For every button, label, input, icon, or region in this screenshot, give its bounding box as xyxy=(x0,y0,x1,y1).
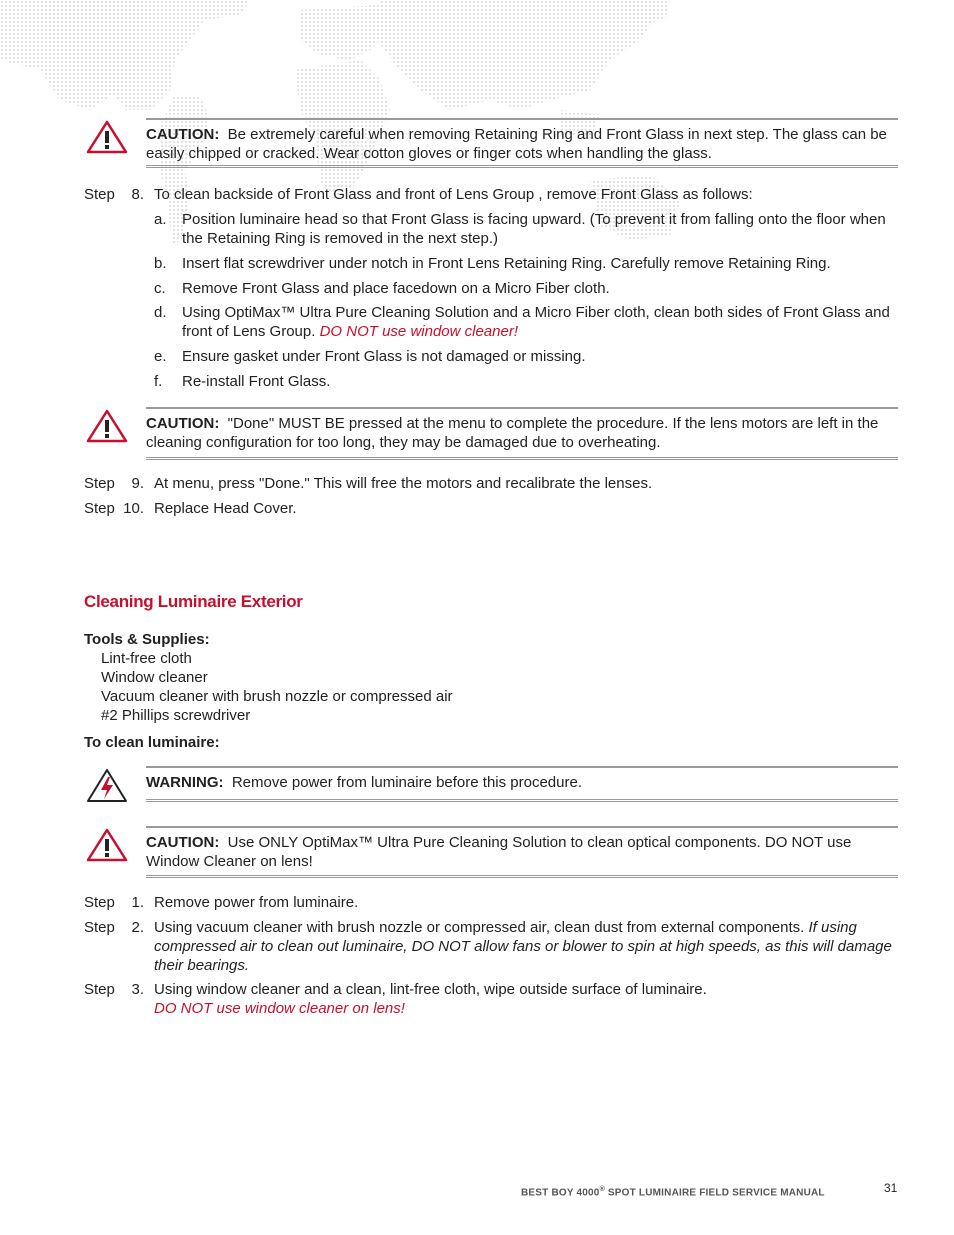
top-rule xyxy=(146,118,898,120)
tool-item: #2 Phillips screwdriver xyxy=(101,707,251,724)
step-text: Remove power from luminaire. xyxy=(154,894,359,911)
caution-notice-done xyxy=(84,407,898,460)
step-label: Step xyxy=(84,981,115,998)
top-rule xyxy=(146,826,898,828)
top-rule xyxy=(146,407,898,409)
step-number: 1. xyxy=(131,894,144,911)
electrical-hazard-icon xyxy=(86,768,128,804)
substep-text: Position luminaire head so that Front Glass is facing upward. (To prevent it from falling onto the floor when the Retaining Ring is removed in the next step.) xyxy=(182,211,886,247)
step-label: Step xyxy=(84,186,115,203)
tool-item: Vacuum cleaner with brush nozzle or compressed air xyxy=(101,688,453,705)
warning-emphasis: DO NOT use window cleaner on lens! xyxy=(154,1000,405,1017)
substep-letter: a. xyxy=(154,211,167,228)
page-number: 31 xyxy=(884,1181,898,1195)
caution-text: "Done" MUST BE pressed at the menu to complete the procedure. If the lens motors are left in the cleaning configuration for too long, they may be damaged due to overheating. xyxy=(146,415,879,451)
bottom-rule xyxy=(146,875,898,878)
caution-icon xyxy=(86,828,128,862)
step-text: At menu, press "Done." This will free the motors and recalibrate the lenses. xyxy=(154,475,653,492)
step-number: 9. xyxy=(131,475,144,492)
bottom-rule xyxy=(146,457,898,460)
substep-text: Remove Front Glass and place facedown on a Micro Fiber cloth. xyxy=(182,280,610,297)
footer-title-b: SPOT LUMINAIRE FIELD SERVICE MANUAL xyxy=(604,1187,825,1199)
substep-letter: e. xyxy=(154,348,167,365)
substep-text: Using OptiMax™ Ultra Pure Cleaning Solution and a Micro Fiber cloth, clean both sides of Front Glass and front of Lens Group. xyxy=(182,304,890,340)
substep-text: Insert flat screwdriver under notch in Front Lens Retaining Ring. Carefully remove Retaining Ring. xyxy=(182,255,831,272)
tool-item: Lint-free cloth xyxy=(101,650,192,667)
caution-notice-retaining-ring xyxy=(84,118,898,164)
substep-letter: b. xyxy=(154,255,167,272)
step-text: To clean backside of Front Glass and front of Lens Group , remove Front Glass as follows: xyxy=(154,186,753,203)
warning-emphasis: DO NOT use window cleaner! xyxy=(319,323,518,340)
step-number: 10. xyxy=(123,500,144,517)
top-rule xyxy=(146,766,898,768)
warning-label: WARNING: xyxy=(146,774,224,791)
substep-text: Ensure gasket under Front Glass is not damaged or missing. xyxy=(182,348,586,365)
caution-label: CAUTION: xyxy=(146,834,220,851)
warning-notice-power xyxy=(84,766,898,802)
caution-label: CAUTION: xyxy=(146,126,220,143)
caution-text: Use ONLY OptiMax™ Ultra Pure Cleaning Solution to clean optical components. DO NOT use Window Cleaner on lens! xyxy=(146,834,852,870)
step-label: Step xyxy=(84,919,115,936)
step-label: Step xyxy=(84,475,115,492)
bottom-rule xyxy=(146,799,898,802)
section-heading: Cleaning Luminaire Exterior xyxy=(84,592,303,611)
tool-item: Window cleaner xyxy=(101,669,208,686)
footer-title-a: BEST BOY 4000 xyxy=(521,1187,600,1199)
bottom-rule xyxy=(146,165,898,168)
step-text: Using window cleaner and a clean, lint-free cloth, wipe outside surface of luminaire. xyxy=(154,981,707,998)
step-label: Step xyxy=(84,894,115,911)
substep-text: Re-install Front Glass. xyxy=(182,373,331,390)
substep-letter: f. xyxy=(154,373,163,390)
warning-text: Remove power from luminaire before this procedure. xyxy=(231,774,582,791)
procedure-label: To clean luminaire: xyxy=(84,734,220,751)
caution-label: CAUTION: xyxy=(146,415,220,432)
registered-mark: ® xyxy=(599,1186,605,1193)
step-text: Using vacuum cleaner with brush nozzle or compressed air, clean dust from external components. xyxy=(154,919,805,936)
caution-icon xyxy=(86,409,128,443)
caution-notice-optimax xyxy=(84,826,898,878)
substep-letter: d. xyxy=(154,304,167,321)
step-number: 3. xyxy=(131,981,144,998)
tools-list xyxy=(101,649,453,725)
substep-letter: c. xyxy=(154,280,166,297)
step-text: Replace Head Cover. xyxy=(154,500,297,517)
caution-text: Be extremely careful when removing Retaining Ring and Front Glass in next step. The glass can be easily chipped or cracked. Wear cotton gloves or finger cots when handling the glass. xyxy=(146,126,887,162)
step-number: 8. xyxy=(131,186,144,203)
footer-title xyxy=(521,1180,825,1202)
caution-icon xyxy=(86,120,128,154)
step-number: 2. xyxy=(131,919,144,936)
tools-label: Tools & Supplies: xyxy=(84,631,210,648)
step-label: Step xyxy=(84,500,115,517)
step-italic-note: If using compressed air to clean out luminaire, DO NOT allow fans or blower to spin at high speeds, as this will damage their bearings. xyxy=(154,919,892,974)
